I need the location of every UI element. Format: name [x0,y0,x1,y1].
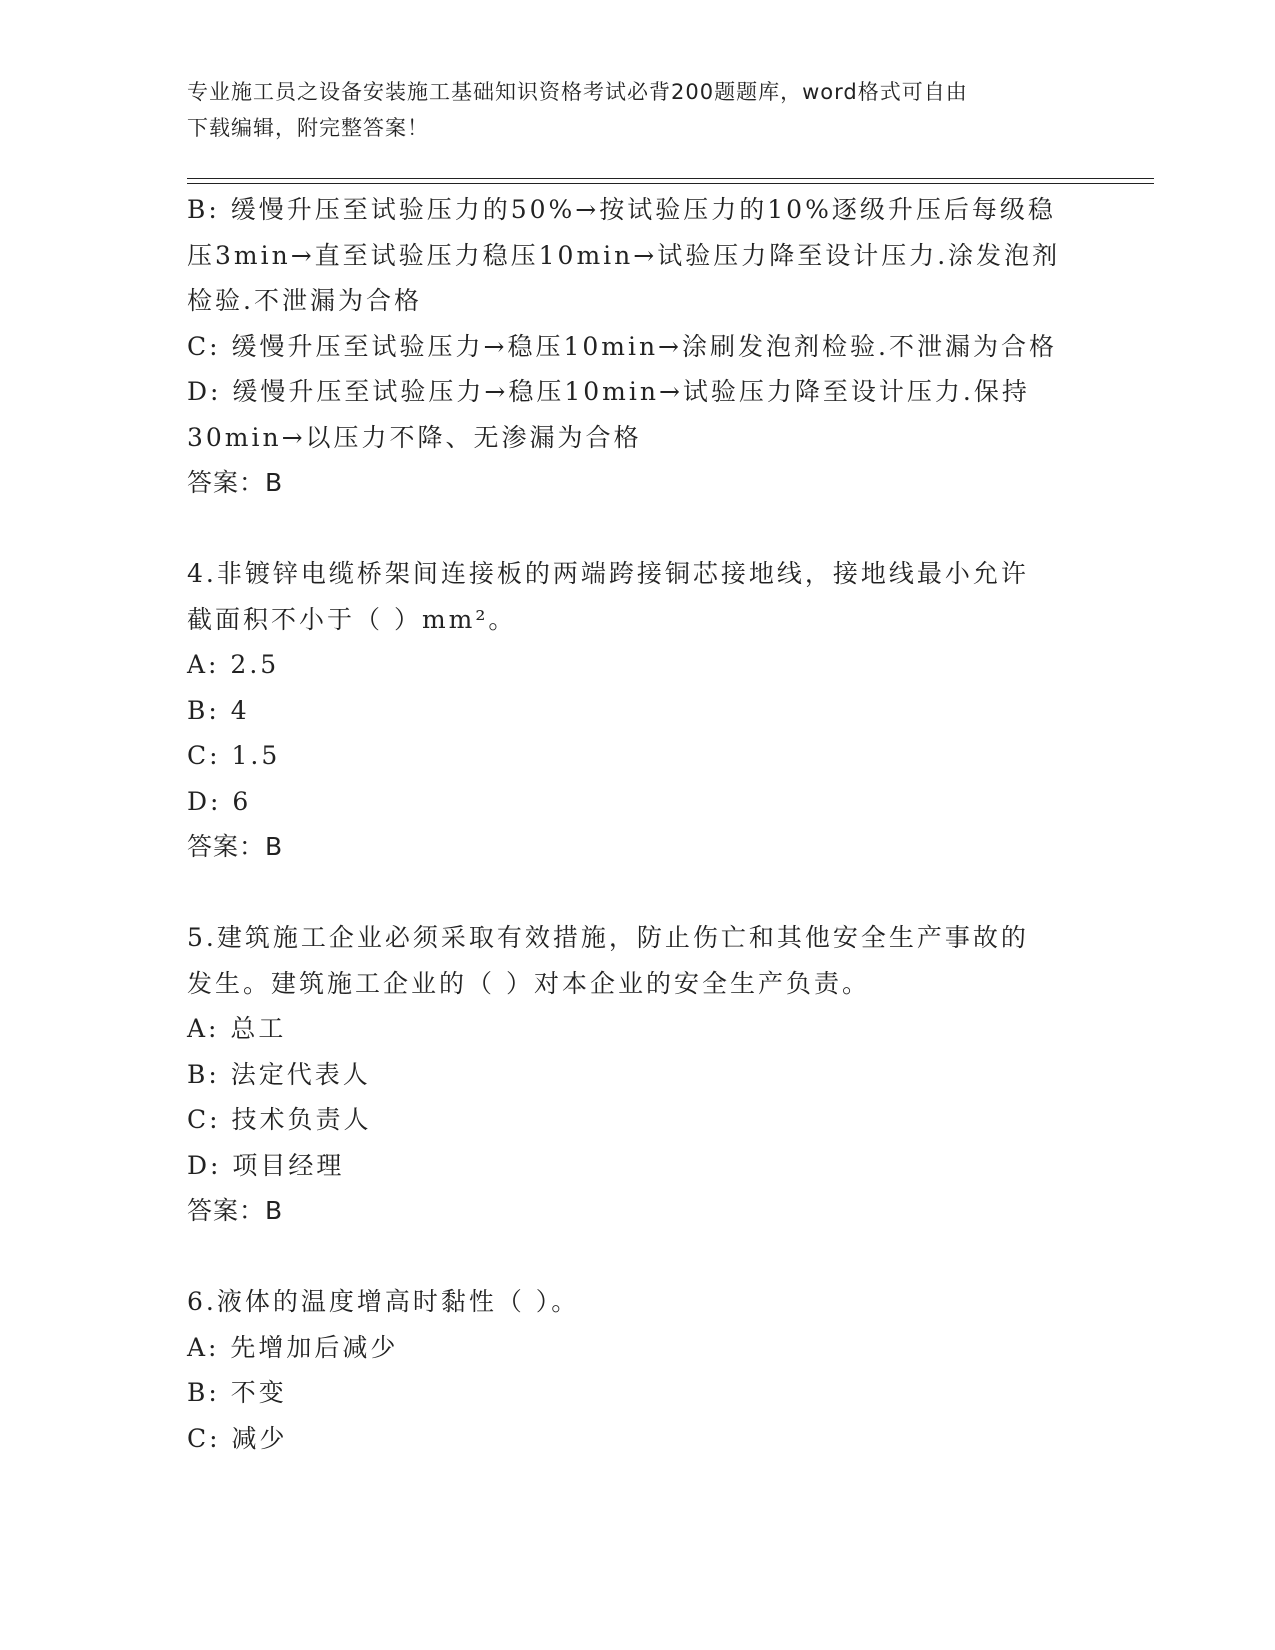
option-a: A: 2.5 [187,650,280,679]
question-stem-line-2: 发生。建筑施工企业的（ ）对本企业的安全生产负责。 [187,968,870,998]
answer: 答案：B [187,468,284,497]
question-4 [187,551,1087,870]
option-a: A: 总工 [187,1014,287,1043]
header-line-1: 专业施工员之设备安装施工基础知识资格考试必背200题题库，word格式可自由 [187,80,968,104]
option-b: B: 法定代表人 [187,1059,371,1089]
spacer [187,1234,1087,1280]
question-6 [187,1279,1087,1461]
question-5 [187,915,1087,1234]
question-stem-line-2: 截面积不小于（ ）mm²。 [187,604,517,634]
option-d: D: 项目经理 [187,1150,345,1180]
question-stem: 6.液体的温度增高时黏性（ ）。 [187,1287,580,1316]
option-c: C: 减少 [187,1423,288,1453]
option-b: B: 4 [187,695,250,725]
header-divider-top [187,178,1154,179]
option-d-line-1: D: 缓慢升压至试验压力→稳压10min→试验压力降至设计压力.保持 [187,377,1030,406]
header-divider-bottom [187,183,1154,184]
question-stem-line-1: 5.建筑施工企业必须采取有效措施，防止伤亡和其他安全生产事故的 [187,923,1029,952]
question-list [187,187,1087,1461]
question-stem-line-1: 4.非镀锌电缆桥架间连接板的两端跨接铜芯接地线，接地线最小允许 [187,559,1029,588]
spacer [187,506,1087,552]
option-b: B: 不变 [187,1378,287,1407]
option-b-line-3: 检验.不泄漏为合格 [187,286,422,315]
option-b-line-2: 压3min→直至试验压力稳压10min→试验压力降至设计压力.涂发泡剂 [187,240,1061,270]
answer: 答案：B [187,1196,284,1225]
answer: 答案：B [187,832,284,861]
option-a: A: 先增加后减少 [187,1332,399,1362]
spacer [187,870,1087,916]
option-d: D: 6 [187,786,252,816]
option-d-line-2: 30min→以压力不降、无渗漏为合格 [187,422,642,452]
question-3 [187,187,1087,506]
option-c: C: 技术负责人 [187,1105,372,1134]
header-line-2: 下载编辑，附完整答案！ [187,116,429,140]
option-c: C: 缓慢升压至试验压力→稳压10min→涂刷发泡剂检验.不泄漏为合格 [187,331,1057,361]
option-b-line-1: B: 缓慢升压至试验压力的50%→按试验压力的10%逐级升压后每级稳 [187,195,1056,224]
document-header [187,74,1087,146]
option-c: C: 1.5 [187,741,281,770]
